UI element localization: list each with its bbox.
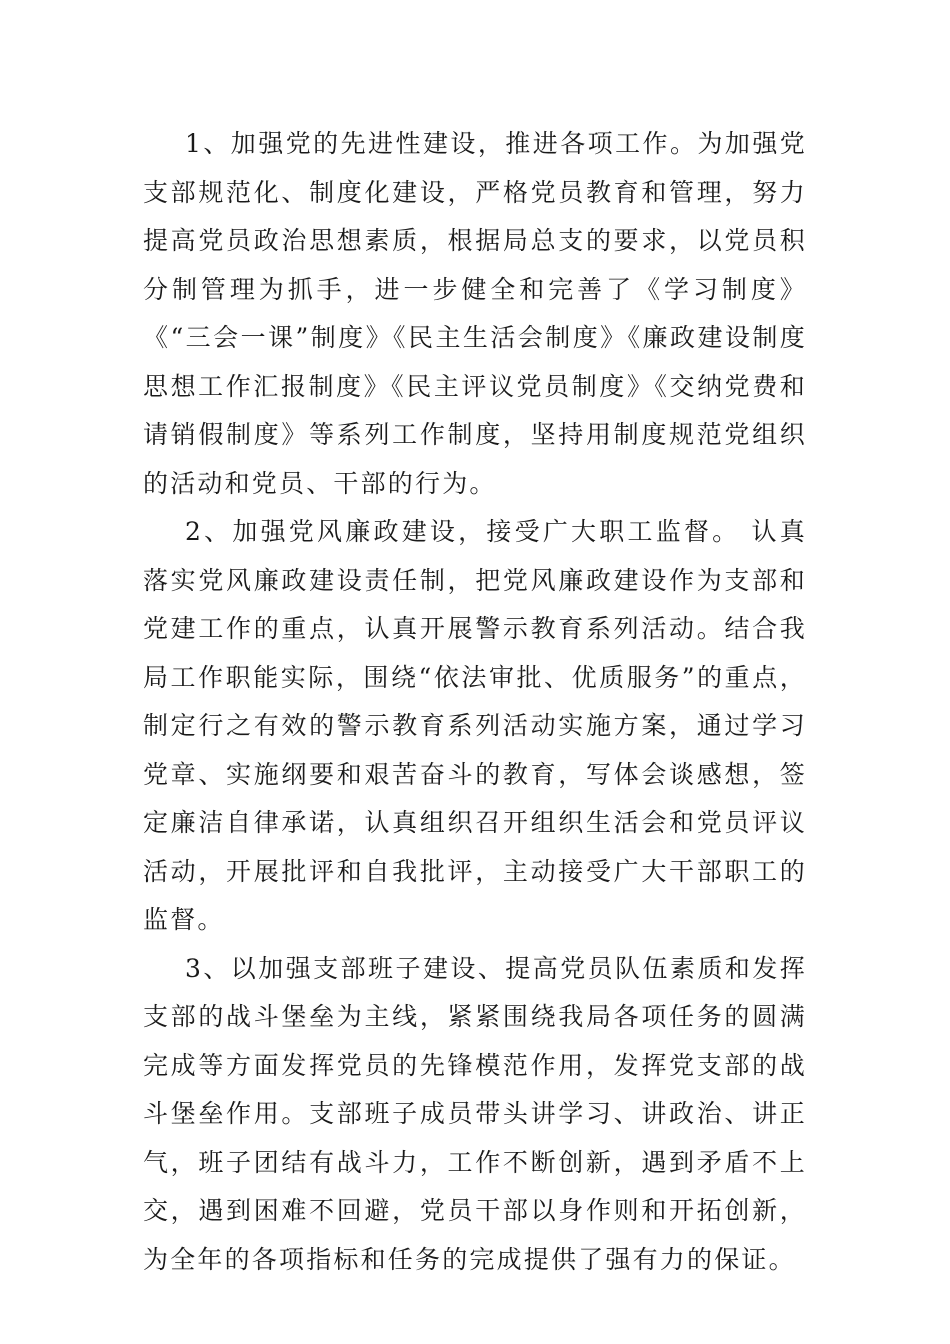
paragraph-1: 1、加强党的先进性建设，推进各项工作。为加强党支部规范化、制度化建设，严格党员教育和管理，努力提高党员政治思想素质，根据局总支的要求，以党员积分制管理为抓手，进一步健全和完善了《学习制度》《“三会一课”制度》《民主生活会制度》《廉政建设制度思想工作汇报制度》《民主评议党员制度》《交纳党费和请销假制度》等系列工作制度，坚持用制度规范党组织的活动和党员、干部的行为。 [143, 129, 807, 498]
paragraph-3: 3、以加强支部班子建设、提高党员队伍素质和发挥支部的战斗堡垒为主线，紧紧围绕我局各项任务的圆满完成等方面发挥党员的先锋模范作用，发挥党支部的战斗堡垒作用。支部班子成员带头讲学习、讲政治、讲正气，班子团结有战斗力，工作不断创新，遇到矛盾不上交，遇到困难不回避，党员干部以身作则和开拓创新，为全年的各项指标和任务的完成提供了强有力的保证。 [143, 953, 807, 1274]
document-body [143, 120, 807, 1284]
paragraph-2: 2、加强党风廉政建设，接受广大职工监督。 认真落实党风廉政建设责任制，把党风廉政建设作为支部和党建工作的重点，认真开展警示教育系列活动。结合我局工作职能实际，围绕“依法审批、优质服务”的重点，制定行之有效的警示教育系列活动实施方案，通过学习党章、实施纲要和艰苦奋斗的教育，写体会谈感想，签定廉洁自律承诺，认真组织召开组织生活会和党员评议活动，开展批评和自我批评，主动接受广大干部职工的监督。 [143, 517, 807, 934]
